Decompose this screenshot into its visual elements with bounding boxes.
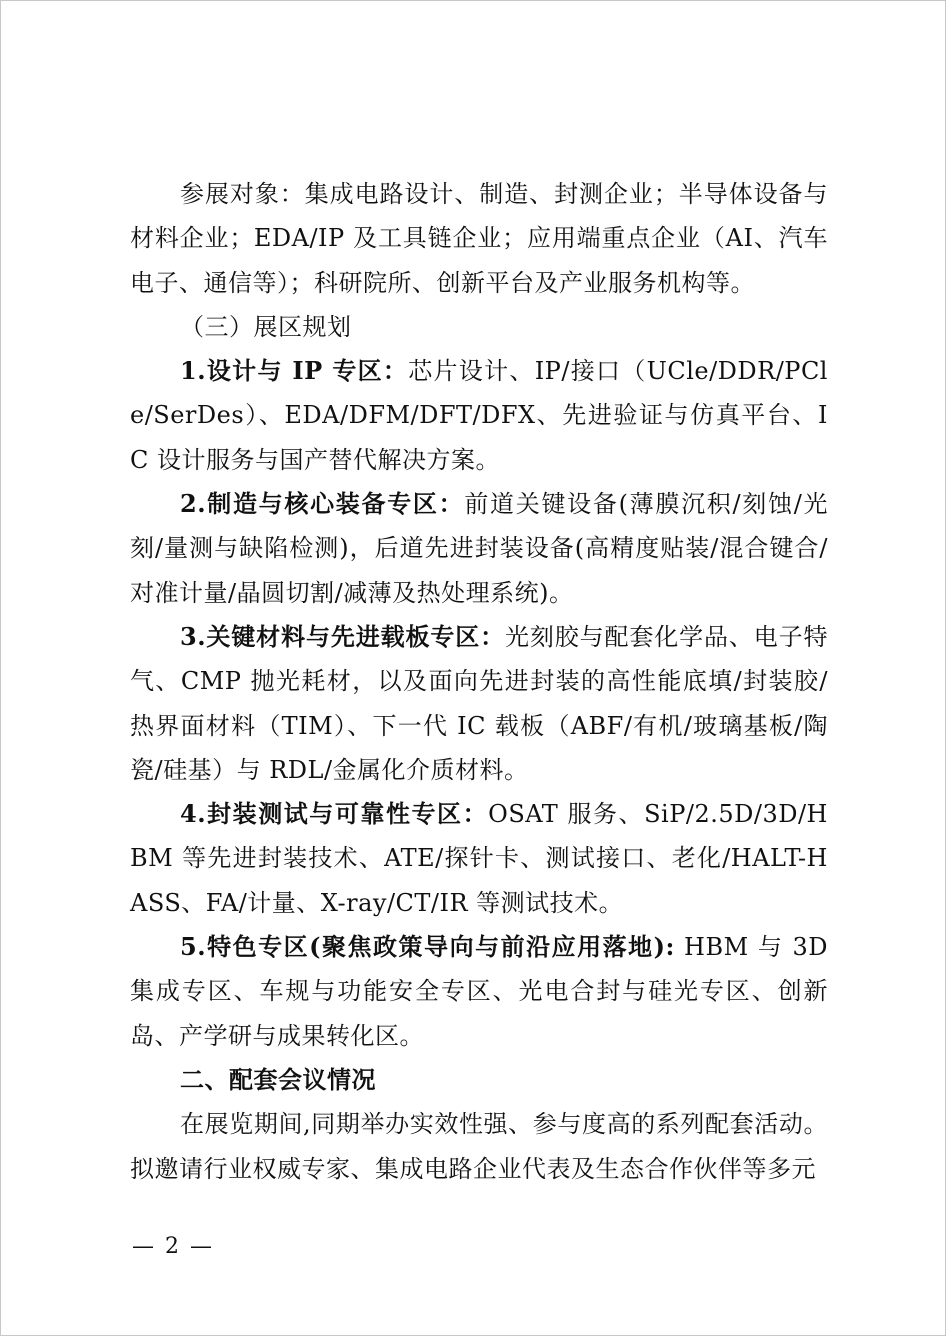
zone-4-title: 4.封装测试与可靠性专区： xyxy=(180,799,489,829)
paragraph-zone-3 xyxy=(130,615,828,792)
paragraph-section-2: 在展览期间,同期举办实效性强、参与度高的系列配套活动。拟邀请行业权威专家、集成电路企业代表及生态合作伙伴等多元 xyxy=(130,1110,828,1183)
paragraph-zone-4 xyxy=(130,792,828,925)
zone-5-title: 5.特色专区(聚焦政策导向与前沿应用落地): xyxy=(180,932,675,962)
zone-3-body: 光刻胶与配套化学品、电子特气、CMP 抛光耗材，以及面向先进封装的高性能底填/封装胶/热界面材料（TIM）、下一代 IC 载板（ABF/有机/玻璃基板/陶瓷/硅基）与 RDL/金属化介质材料。 xyxy=(130,622,828,784)
paragraph-zone-5 xyxy=(130,925,828,1058)
zone-2-body: 前道关键设备(薄膜沉积/刻蚀/光刻/量测与缺陷检测)，后道先进封装设备(高精度贴装/混合键合/对准计量/晶圆切割/减薄及热处理系统)。 xyxy=(130,490,828,607)
zone-3-title: 3.关键材料与先进载板专区： xyxy=(180,621,505,651)
zone-4-body: OSAT 服务、SiP/2.5D/3D/HBM 等先进封装技术、ATE/探针卡、测试接口、老化/HALT-HASS、FA/计量、X-ray/CT/IR 等测试技术。 xyxy=(130,800,828,917)
paragraph-zone-1 xyxy=(130,349,828,482)
page-number: — 2 — xyxy=(132,1234,214,1259)
document-body xyxy=(130,172,828,1191)
zone-5-body: HBM 与 3D 集成专区、车规与功能安全专区、光电合封与硅光专区、创新岛、产学研与成果转化区。 xyxy=(130,933,829,1050)
zone-planning-heading: （三）展区规划 xyxy=(180,312,352,341)
paragraph-zone-2 xyxy=(130,482,828,615)
zone-1-body: 芯片设计、IP/接口（UCle/DDR/PCle/SerDes）、EDA/DFM/DFT/DFX、先进验证与仿真平台、IC 设计服务与国产替代解决方案。 xyxy=(130,357,828,474)
paragraph-exhibitors: 参展对象：集成电路设计、制造、封测企业；半导体设备与材料企业；EDA/IP 及工具链企业；应用端重点企业（AI、汽车电子、通信等）；科研院所、创新平台及产业服务机构等。 xyxy=(130,180,828,297)
zone-1-title: 1.设计与 IP 专区： xyxy=(180,356,409,386)
zone-2-title: 2.制造与核心装备专区： xyxy=(180,489,465,519)
section-2-heading: 二、配套会议情况 xyxy=(180,1065,376,1094)
